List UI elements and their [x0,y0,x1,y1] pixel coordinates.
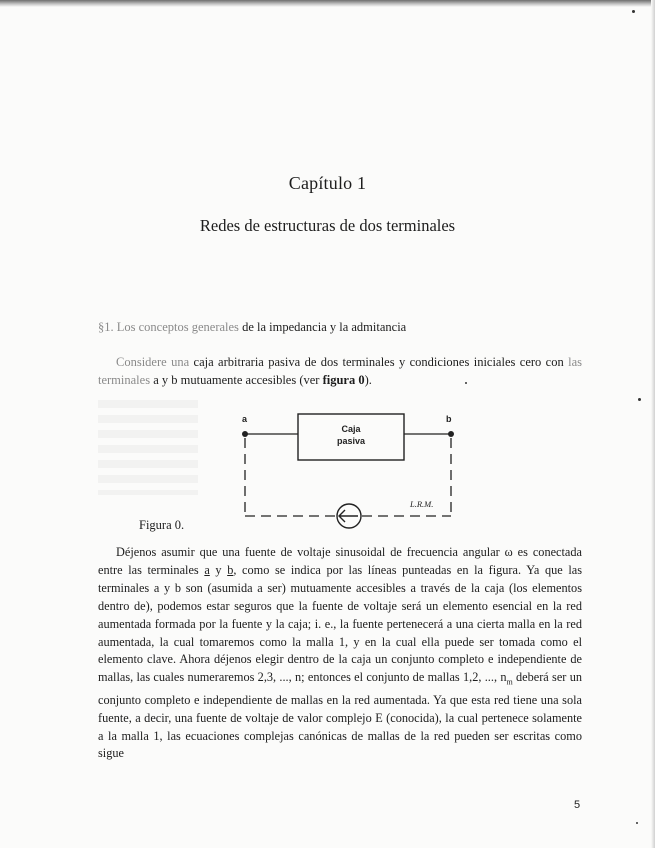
box-label-line1: Caja [341,424,361,434]
body-subscript-m: m [506,677,513,687]
body-text-4: deberá ser un conjunto completo e independiente de mallas en la red aumentada. Ya que esta red tiene una sola fuente, a decir, una fuente de voltaje de valor complejo E (conocida), la cual pertenece solamente a la malla 1, las ecuaciones complejas canónicas de mallas de la red pueden ser escritas como sigue [98,670,582,761]
intro-s1: Considere una [116,355,190,369]
body-paragraph [98,544,582,763]
box-label-line2: pasiva [336,436,366,446]
intro-s5: figura 0 [322,373,365,387]
intro-s2: caja arbitraria pasiva de dos terminales y condiciones iniciales cero con [189,355,569,369]
scan-top-edge [0,0,655,7]
terminal-a-node [242,431,248,437]
terminal-b-label: b [446,414,452,424]
section-heading [98,320,406,335]
chapter-title: Capítulo 1 [288,173,367,193]
circuit-figure [232,410,468,536]
terminal-a-label: a [242,414,248,424]
body-text-3: , como se indica por las líneas punteadas en la figura. Ya que las terminales a y b son (asumida a ser) mutuamente accesibles a través de la caja (los elementos dentro de), podemos estar seguros que la fuente de voltaje será un elemento esencial en la red aumentada formada por la fuente y la caja; i. e., la fuente pertenecerá a una cierta malla en la red aumentada, la cual tomaremos como la malla 1, y en la cual ella puede ser tomada como el elemento clave. Ahora déjenos elegir dentro de la caja un conjunto completo e independiente de mallas, las cuales numeraremos 2,3, ..., n; entonces el conjunto de mallas 1,2, ..., n [98,562,582,685]
scan-speck-3 [636,822,638,824]
terminal-b-node [448,431,454,437]
figure-signature: L.R.M. [410,499,434,509]
intro-paragraph [98,353,582,389]
scan-right-edge [651,0,655,848]
body-terminal-b: b [227,562,234,577]
body-text-1: Déjenos asumir que una fuente de voltaje sinusoidal de frecuencia angular ω es conectada entre las terminales [98,545,582,577]
body-text-2: y [209,562,228,577]
bleed-through-shadow [98,400,198,495]
intro-s6: ). [364,373,372,387]
scan-speck-4 [465,382,467,384]
section-heading-start: §1. Los conceptos generales [98,320,239,334]
scan-speck-1 [632,10,635,13]
section-heading-end: de la impedancia y la admitancia [238,320,407,334]
scan-speck-2 [638,398,641,401]
figure-caption: Figura 0. [139,518,185,532]
body-terminal-a: a [204,562,210,577]
page-number: 5 [574,799,581,811]
intro-s4: a y b mutuamente accesibles (ver [150,373,323,387]
chapter-subtitle: Redes de estructuras de dos terminales [199,216,456,235]
intro-s3: las terminales [98,355,583,387]
